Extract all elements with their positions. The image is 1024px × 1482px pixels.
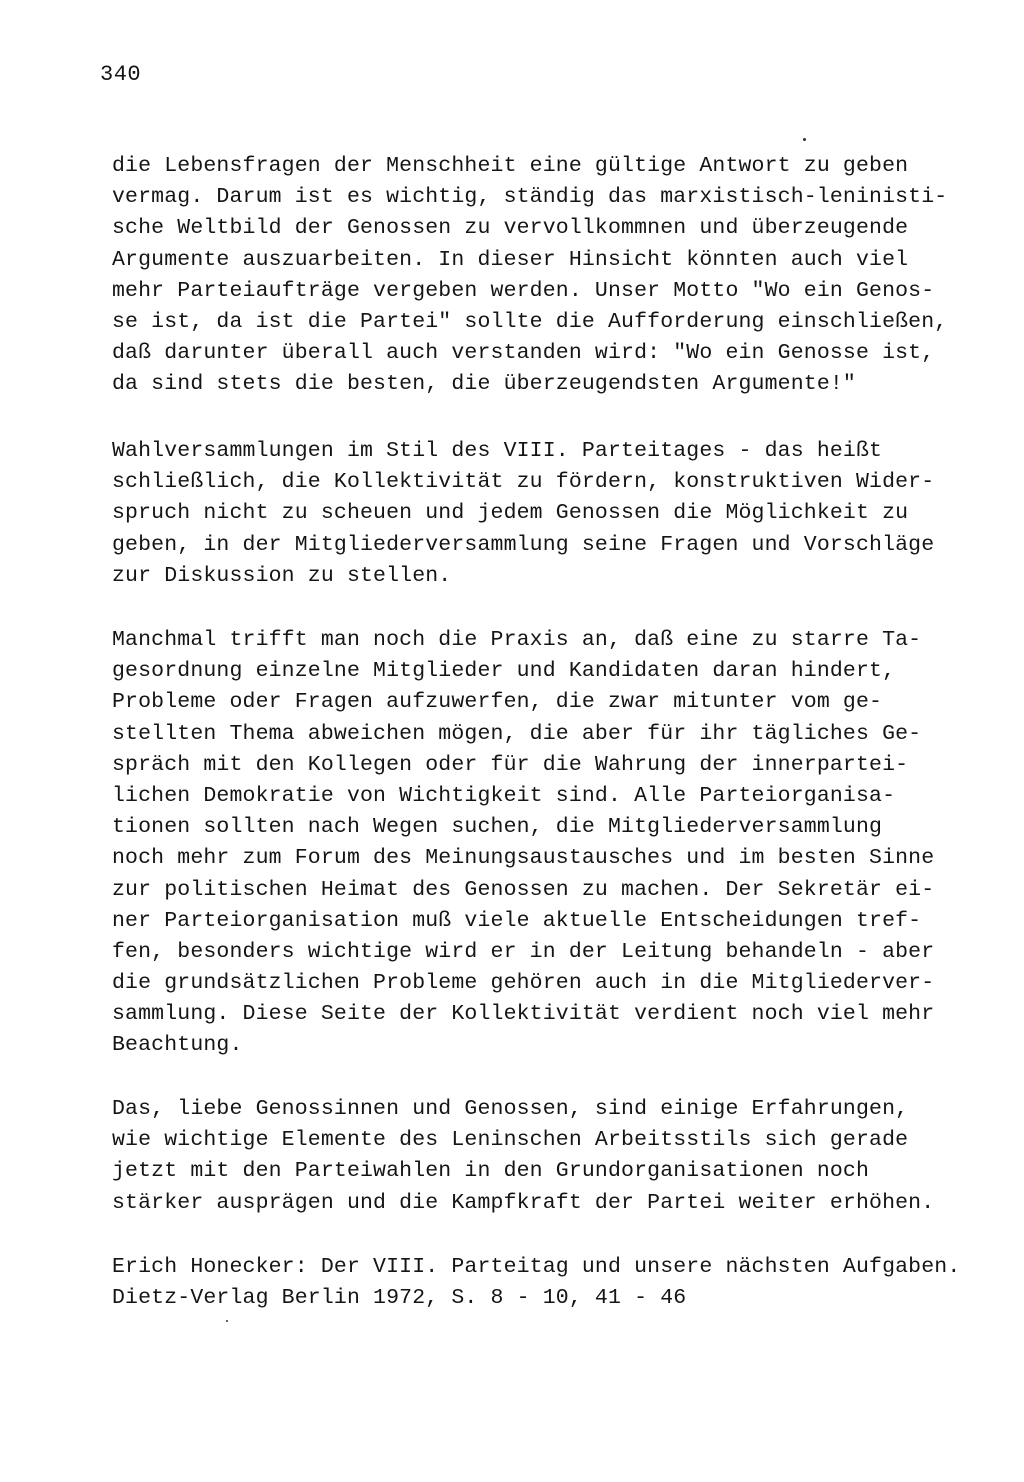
text-line: spruch nicht zu scheuen und jedem Genossen die Möglichkeit zu: [112, 501, 909, 526]
citation-line: Erich Honecker: Der VIII. Parteitag und unsere nächsten Aufgaben.: [112, 1255, 961, 1279]
text-line: die grundsätzlichen Probleme gehören auch in die Mitgliederver-: [112, 971, 935, 996]
scan-speck: [803, 138, 806, 141]
text-line: vermag. Darum ist es wichtig, ständig das marxistisch-leninisti-: [112, 185, 948, 210]
text-line: zur politischen Heimat des Genossen zu machen. Der Sekretär ei-: [112, 877, 935, 902]
text-line: mehr Parteiaufträge vergeben werden. Unser Motto "Wo ein Genos-: [112, 278, 935, 303]
paragraph-4: [112, 1094, 982, 1219]
text-line: Manchmal trifft man noch die Praxis an, daß eine zu starre Ta-: [112, 628, 922, 652]
text-line: Argumente auszuarbeiten. In dieser Hinsicht könnten auch viel: [112, 247, 909, 272]
paragraph-1: [112, 151, 982, 401]
text-line: Probleme oder Fragen aufzuwerfen, die zwar mitunter vom ge-: [112, 690, 883, 715]
text-line: stellten Thema abweichen mögen, die aber für ihr tägliches Ge-: [112, 721, 922, 746]
citation-line: Dietz-Verlag Berlin 1972, S. 8 - 10, 41 - 46: [112, 1286, 687, 1311]
text-line: geben, in der Mitgliederversammlung seine Fragen und Vorschläge: [112, 532, 935, 557]
paragraph-2: [112, 436, 982, 592]
text-line: spräch mit den Kollegen oder für die Wahrung der innerpartei-: [112, 752, 909, 777]
text-line: noch mehr zum Forum des Meinungsaustausches und im besten Sinne: [112, 846, 935, 871]
text-line: da sind stets die besten, die überzeugendsten Argumente!": [112, 372, 856, 397]
text-line: se ist, da ist die Partei" sollte die Aufforderung einschließen,: [112, 309, 948, 334]
text-line: fen, besonders wichtige wird er in der Leitung behandeln - aber: [112, 939, 935, 964]
text-line: sammlung. Diese Seite der Kollektivität verdient noch viel mehr: [112, 1002, 935, 1027]
text-line: daß darunter überall auch verstanden wird: "Wo ein Genosse ist,: [112, 341, 935, 366]
source-citation: [112, 1252, 982, 1314]
page-number: 340: [100, 62, 142, 87]
text-line: zur Diskussion zu stellen.: [112, 563, 452, 588]
text-line: ner Parteiorganisation muß viele aktuelle Entscheidungen tref-: [112, 908, 922, 933]
scan-speck: [226, 1320, 228, 1322]
text-line: sche Weltbild der Genossen zu vervollkommnen und überzeugende: [112, 216, 909, 241]
text-line: wie wichtige Elemente des Leninschen Arbeitsstils sich gerade: [112, 1128, 909, 1153]
paragraph-3: [112, 625, 982, 1062]
text-line: Das, liebe Genossinnen und Genossen, sind einige Erfahrungen,: [112, 1097, 909, 1121]
text-line: stärker ausprägen und die Kampfkraft der Partei weiter erhöhen.: [112, 1190, 935, 1215]
text-line: jetzt mit den Parteiwahlen in den Grundorganisationen noch: [112, 1159, 870, 1184]
text-line: schließlich, die Kollektivität zu fördern, konstruktiven Wider-: [112, 470, 935, 495]
text-line: tionen sollten nach Wegen suchen, die Mitgliederversammlung: [112, 815, 883, 840]
text-line: gesordnung einzelne Mitglieder und Kandidaten daran hindert,: [112, 659, 896, 684]
text-line: Beachtung.: [112, 1033, 243, 1058]
text-line: die Lebensfragen der Menschheit eine gültige Antwort zu geben: [112, 154, 909, 178]
text-line: Wahlversammlungen im Stil des VIII. Parteitages - das heißt: [112, 439, 883, 463]
text-line: lichen Demokratie von Wichtigkeit sind. Alle Parteiorganisa-: [112, 783, 896, 808]
